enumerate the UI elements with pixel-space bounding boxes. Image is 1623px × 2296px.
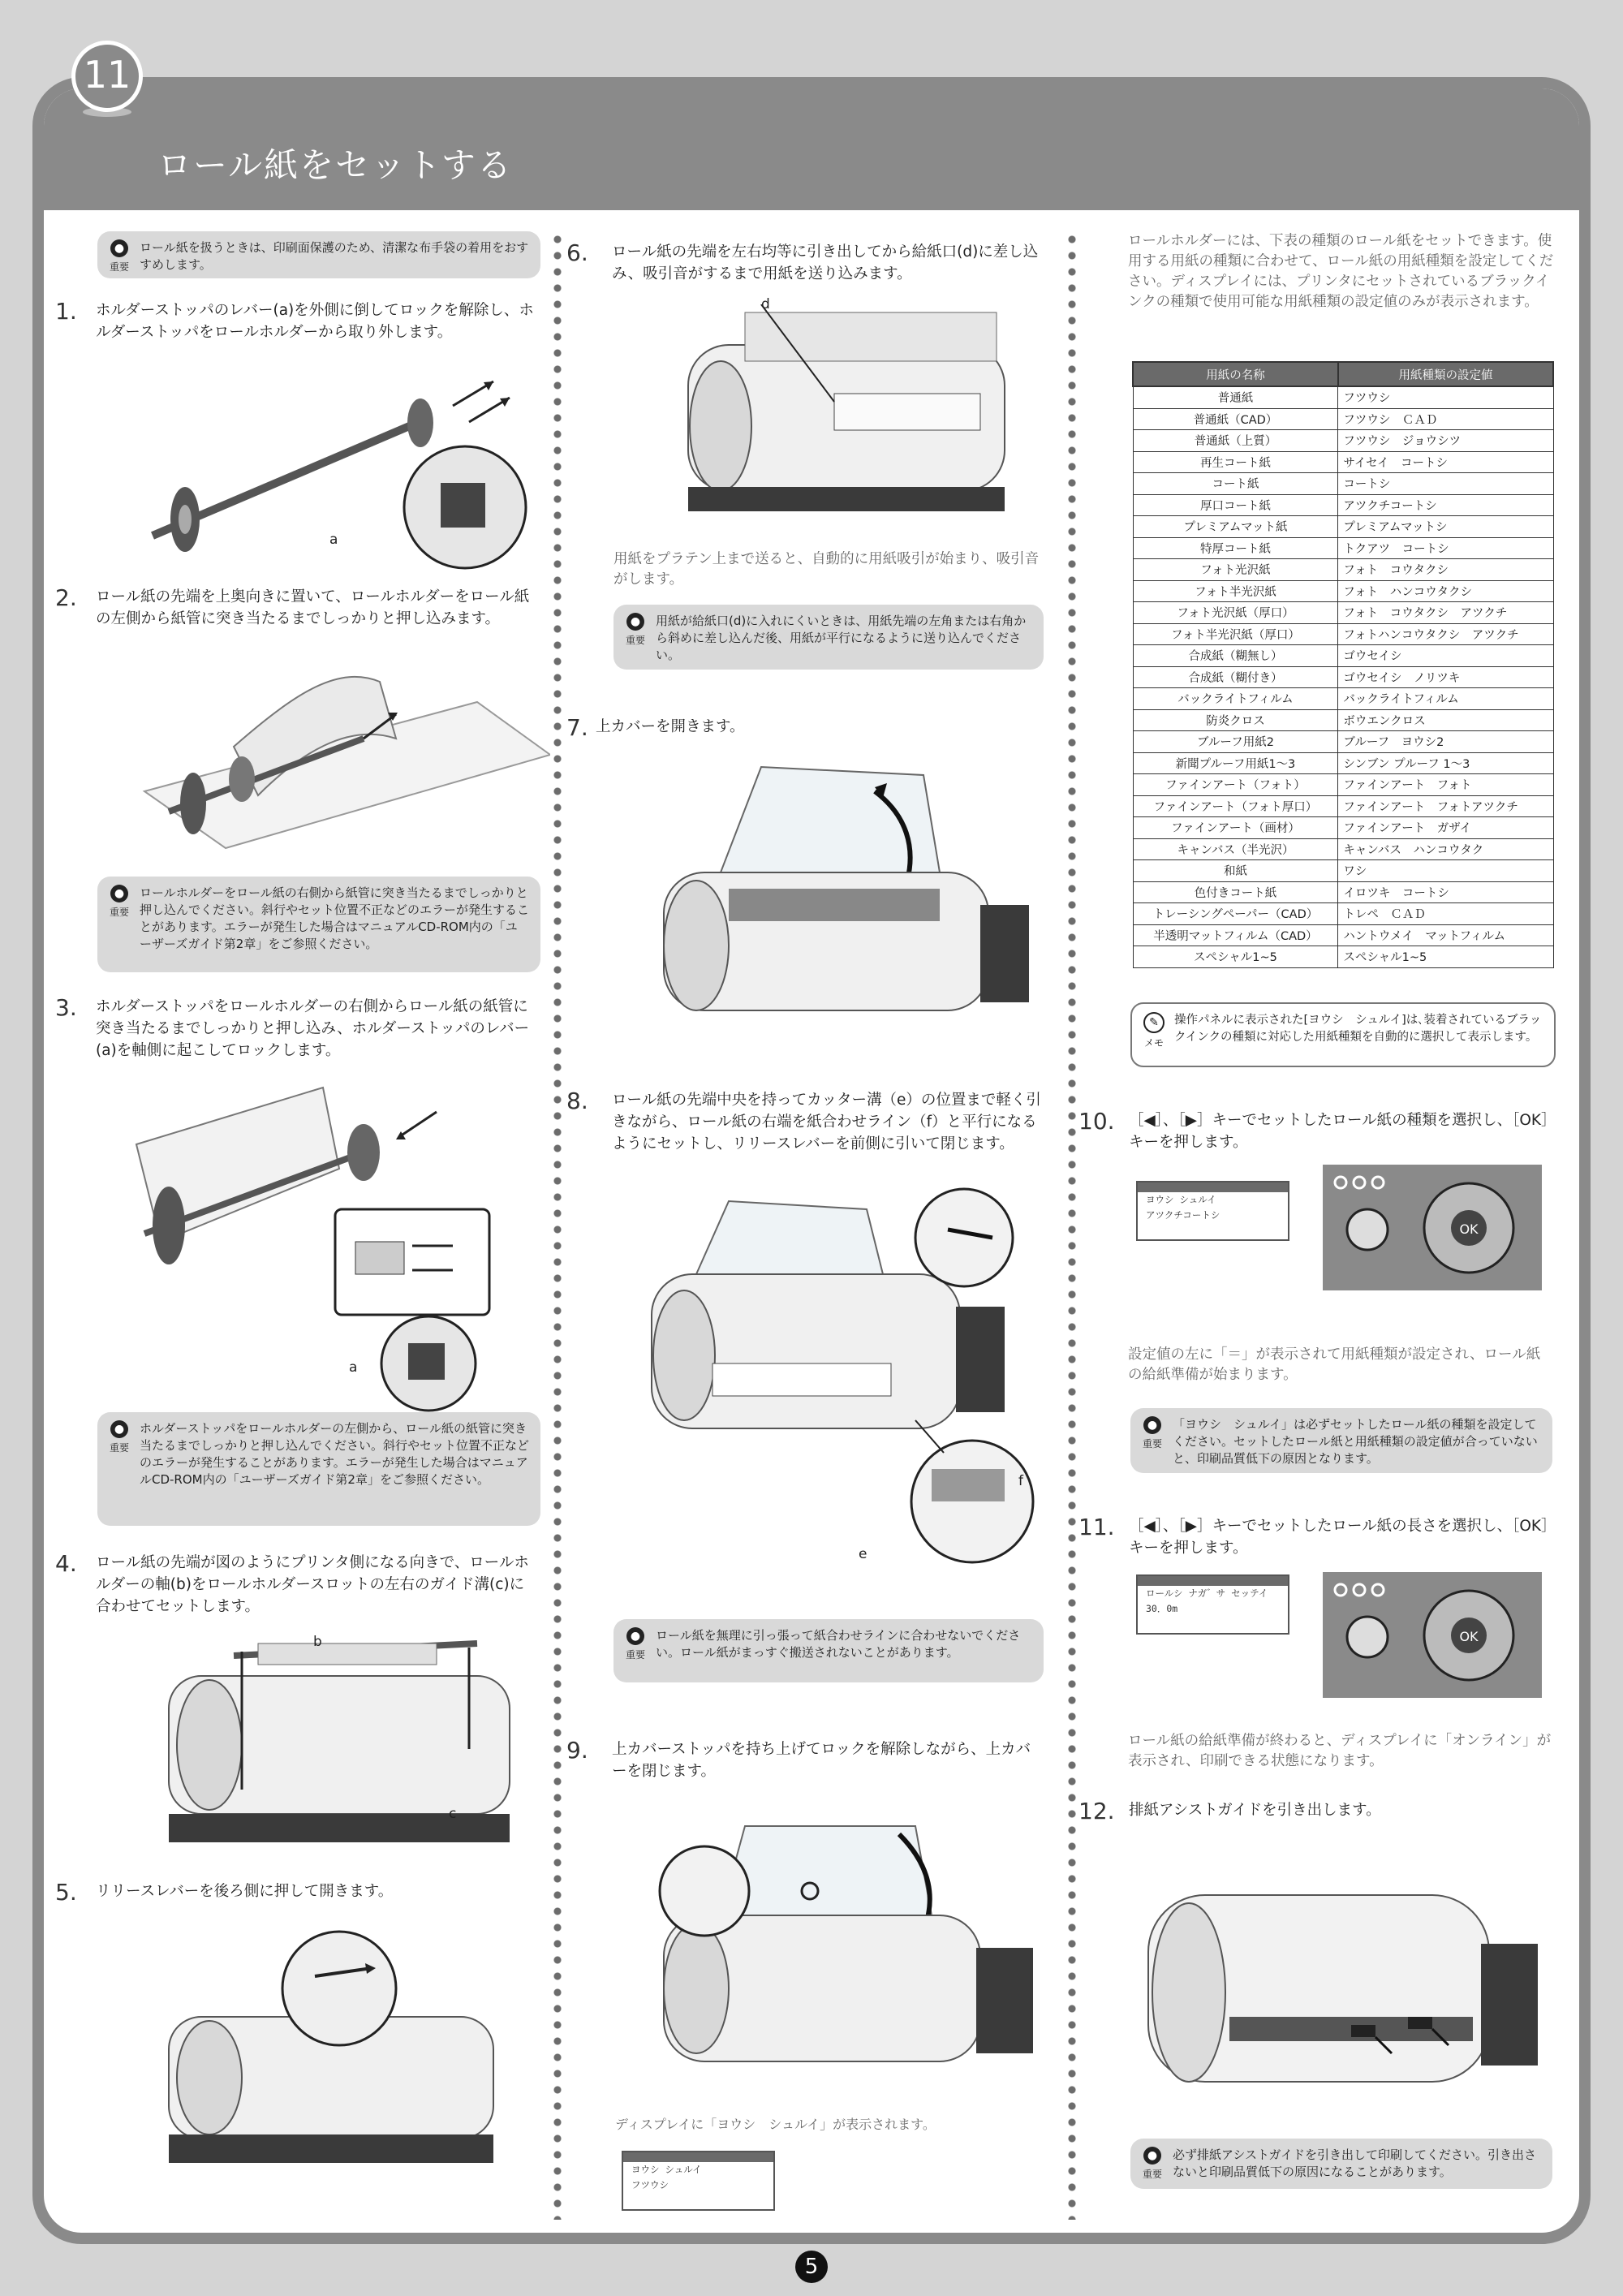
paper-name-cell: 半透明マットフィルム（CAD） bbox=[1133, 924, 1338, 946]
important-icon: ● 重要 bbox=[105, 1420, 133, 1457]
table-row bbox=[1133, 451, 1553, 473]
lcd-header-bar bbox=[1138, 1576, 1288, 1586]
important-icon: ● 重要 bbox=[105, 885, 133, 921]
paper-name-cell: 特厚コート紙 bbox=[1133, 537, 1338, 559]
paper-name-cell: 防炎クロス bbox=[1133, 709, 1338, 731]
table-row bbox=[1133, 881, 1553, 903]
paper-setting-cell: スペシャル1~5 bbox=[1338, 946, 1553, 968]
step-number: 1. bbox=[55, 298, 77, 325]
table-row bbox=[1133, 688, 1553, 710]
paper-alignment-illustration bbox=[648, 1185, 1045, 1566]
important-note bbox=[613, 1619, 1044, 1682]
holder-stopper-illustration bbox=[128, 1071, 550, 1412]
paper-name-cell: 普通紙（CAD） bbox=[1133, 408, 1338, 430]
paper-setting-cell: ファインアート フォトアツクチ bbox=[1338, 795, 1553, 817]
step-text: ロール紙の先端を左右均等に引き出してから給紙口(d)に差し込み、吸引音がするまで用紙を送り込みます。 bbox=[612, 243, 1039, 282]
note-text: ロール紙を扱うときは、印刷面保護のため、清潔な布手袋の着用をおすすめします。 bbox=[140, 240, 529, 272]
step-number: 3. bbox=[55, 994, 77, 1021]
table-header: 用紙種類の設定値 bbox=[1338, 362, 1553, 386]
label-c: c bbox=[449, 1806, 457, 1822]
step-text: リリースレバーを後ろ側に押して開きます。 bbox=[96, 1883, 394, 1900]
table-row bbox=[1133, 838, 1553, 860]
paper-name-cell: フォト光沢紙 bbox=[1133, 559, 1338, 581]
roll-paper-holder-illustration bbox=[136, 657, 550, 852]
table-row bbox=[1133, 494, 1553, 516]
table-row bbox=[1133, 860, 1553, 882]
lcd-line-1: ロールシ ナガ゛サ セッテイ bbox=[1146, 1587, 1268, 1599]
label-e: e bbox=[859, 1546, 867, 1562]
step-text: 上カバーを開きます。 bbox=[596, 718, 745, 735]
step6-info: 用紙をプラテン上まで送ると、自動的に用紙吸引が始まり、吸引音がします。 bbox=[613, 551, 1040, 588]
note-text: 用紙が給紙口(d)に入れにくいときは、用紙先端の左角または右角から斜めに差し込んだ後、用紙が平行になるように送り込んでください。 bbox=[656, 614, 1027, 662]
lcd-line-2: アツクチコートシ bbox=[1146, 1209, 1220, 1221]
paper-name-cell: スペシャル1~5 bbox=[1133, 946, 1338, 968]
lcd-line-1: ヨウシ シュルイ bbox=[1146, 1194, 1216, 1205]
paper-name-cell: キャンバス（半光沢） bbox=[1133, 838, 1338, 860]
step-text: ホルダーストッパのレバー(a)を外側に倒してロックを解除し、ホルダーストッパをロールホルダーから取り外します。 bbox=[96, 302, 534, 341]
table-row bbox=[1133, 559, 1553, 581]
step10-info: 設定値の左に「＝」が表示されて用紙種類が設定され、ロール紙の給紙準備が始まります。 bbox=[1128, 1346, 1541, 1383]
important-note bbox=[97, 1412, 540, 1526]
open-upper-cover-illustration bbox=[656, 759, 1037, 1027]
control-panel-illustration bbox=[1323, 1165, 1542, 1290]
important-icon: ● 重要 bbox=[1139, 2147, 1166, 2183]
label-a: a bbox=[329, 532, 338, 548]
paper-setting-cell: フツウシ ＣＡＤ bbox=[1338, 408, 1553, 430]
paper-setting-cell: ボウエンクロス bbox=[1338, 709, 1553, 731]
important-icon: ● 重要 bbox=[105, 239, 133, 276]
control-panel bbox=[1323, 1572, 1542, 1698]
page-title: ロール紙をセットする bbox=[157, 145, 513, 185]
paper-setting-cell: サイセイ コートシ bbox=[1338, 451, 1553, 473]
section-number-badge: 11 bbox=[71, 41, 143, 112]
paper-name-cell: 新聞プルーフ用紙1～3 bbox=[1133, 752, 1338, 774]
step-number: 4. bbox=[55, 1550, 77, 1577]
paper-setting-cell: トクアツ コートシ bbox=[1338, 537, 1553, 559]
paper-name-cell: 合成紙（糊付き） bbox=[1133, 666, 1338, 688]
label-b: b bbox=[313, 1634, 322, 1650]
output-guide-illustration bbox=[1140, 1863, 1546, 2114]
table-row bbox=[1133, 666, 1553, 688]
table-row bbox=[1133, 709, 1553, 731]
paper-name-cell: フォト半光沢紙 bbox=[1133, 580, 1338, 602]
important-note bbox=[1130, 2139, 1552, 2189]
paper-setting-cell: フォト ハンコウタクシ bbox=[1338, 580, 1553, 602]
paper-setting-cell: フォトハンコウタクシ アツクチ bbox=[1338, 623, 1553, 645]
label-a: a bbox=[349, 1359, 358, 1376]
ok-key-label: OK bbox=[1459, 1629, 1479, 1644]
close-upper-cover-illustration bbox=[656, 1818, 1045, 2086]
column-divider-2 bbox=[1068, 231, 1076, 2220]
step11-info: ロール紙の給紙準備が終わると、ディスプレイに「オンライン」が表示され、印刷できる状態になります。 bbox=[1128, 1733, 1552, 1769]
paper-name-cell: 合成紙（糊無し） bbox=[1133, 645, 1338, 667]
memo-note bbox=[1130, 1002, 1556, 1067]
paper-name-cell: フォト半光沢紙（厚口） bbox=[1133, 623, 1338, 645]
paper-setting-cell: シンブン プルーフ 1～3 bbox=[1338, 752, 1553, 774]
paper-setting-cell: イロツキ コートシ bbox=[1338, 881, 1553, 903]
table-row bbox=[1133, 731, 1553, 753]
step-text: ［◀］、［▶］キーでセットしたロール紙の長さを選択し、［OK］キーを押します。 bbox=[1129, 1518, 1549, 1557]
step-number: 7. bbox=[566, 714, 588, 741]
paper-type-table bbox=[1132, 361, 1554, 968]
important-note bbox=[97, 231, 540, 278]
important-note bbox=[613, 605, 1044, 670]
label-d: d bbox=[761, 296, 770, 312]
memo-text: 操作パネルに表示された[ヨウシ シュルイ]は､装着されているブラックインクの種類に対応した用紙種類を自動的に選択して表示します。 bbox=[1174, 1014, 1542, 1044]
note-text: ロール紙を無理に引っ張って紙合わせラインに合わせないでください。ロール紙がまっすぐ搬送されないことがあります。 bbox=[656, 1628, 1021, 1660]
paper-setting-cell: ブルーフ ヨウシ2 bbox=[1338, 731, 1553, 753]
lcd-line-2: フツウシ bbox=[631, 2179, 669, 2190]
important-note bbox=[97, 877, 540, 972]
table-row bbox=[1133, 774, 1553, 796]
table-row bbox=[1133, 752, 1553, 774]
paper-setting-cell: バックライトフィルム bbox=[1338, 688, 1553, 710]
step-number: 8. bbox=[566, 1088, 588, 1114]
paper-setting-cell: プレミアムマットシ bbox=[1338, 516, 1553, 538]
paper-type-intro: ロールホルダーには、下表の種類のロール紙をセットできます。使用する用紙の種類に合わせて、ロール紙の用紙種類を設定してください。ディスプレイには、プリンタにセットされているブラックインクの種類で使用可能な用紙種類の設定値のみが表示されます。 bbox=[1128, 233, 1554, 310]
paper-setting-cell: フォト コウタクシ bbox=[1338, 559, 1553, 581]
table-row bbox=[1133, 430, 1553, 452]
paper-name-cell: 普通紙 bbox=[1133, 386, 1338, 408]
paper-name-cell: トレーシングペーパー（CAD） bbox=[1133, 903, 1338, 925]
paper-name-cell: 色付きコート紙 bbox=[1133, 881, 1338, 903]
table-row bbox=[1133, 903, 1553, 925]
step-text: ロール紙の先端中央を持ってカッター溝（e）の位置まで軽く引きながら、ロール紙の右端を紙合わせライン（f）と平行になるようにセットし、リリースレバーを前側に引いて閉じます。 bbox=[612, 1092, 1041, 1152]
paper-name-cell: ファインアート（フォト） bbox=[1133, 774, 1338, 796]
step-number: 11. bbox=[1078, 1514, 1115, 1540]
step-number: 6. bbox=[566, 239, 588, 266]
table-row bbox=[1133, 602, 1553, 624]
note-text: 必ず排紙アシストガイドを引き出して印刷してください。引き出さないと印刷品質低下の原因になることがあります。 bbox=[1173, 2147, 1537, 2179]
paper-setting-cell: アツクチコートシ bbox=[1338, 494, 1553, 516]
table-row bbox=[1133, 623, 1553, 645]
paper-setting-cell: ゴウセイシ bbox=[1338, 645, 1553, 667]
table-row bbox=[1133, 386, 1553, 408]
table-row bbox=[1133, 924, 1553, 946]
lcd-display bbox=[622, 2151, 775, 2211]
important-icon: ● 重要 bbox=[622, 613, 649, 649]
step-text: ［◀］、［▶］キーでセットしたロール紙の種類を選択し、［OK］キーを押します。 bbox=[1129, 1112, 1549, 1151]
note-text: 「ヨウシ シュルイ」は必ずセットしたロール紙の種類を設定してください。セットしたロール紙と用紙種類の設定値が合っていないと、印刷品質低下の原因となります。 bbox=[1173, 1417, 1538, 1466]
paper-name-cell: 和紙 bbox=[1133, 860, 1338, 882]
paper-name-cell: コート紙 bbox=[1133, 473, 1338, 495]
lcd-display bbox=[1136, 1574, 1289, 1635]
table-row bbox=[1133, 516, 1553, 538]
paper-setting-cell: ハントウメイ マットフィルム bbox=[1338, 924, 1553, 946]
lcd-header-bar bbox=[1138, 1182, 1288, 1192]
paper-setting-cell: キャンバス ハンコウタク bbox=[1338, 838, 1553, 860]
important-icon: ● 重要 bbox=[1139, 1416, 1166, 1453]
table-row bbox=[1133, 645, 1553, 667]
paper-setting-cell: ゴウセイシ ノリツキ bbox=[1338, 666, 1553, 688]
section-header bbox=[44, 88, 1579, 210]
paper-setting-cell: フツウシ ジョウシツ bbox=[1338, 430, 1553, 452]
step-number: 12. bbox=[1078, 1798, 1115, 1824]
paper-setting-cell: コートシ bbox=[1338, 473, 1553, 495]
lcd-display bbox=[1136, 1181, 1289, 1241]
paper-name-cell: ファインアート（画材） bbox=[1133, 817, 1338, 839]
step-number: 5. bbox=[55, 1879, 77, 1906]
paper-feed-illustration bbox=[672, 304, 1021, 523]
paper-name-cell: 再生コート紙 bbox=[1133, 451, 1338, 473]
step-text: 上カバーストッパを持ち上げてロックを解除しながら、上カバーを閉じます。 bbox=[612, 1741, 1031, 1780]
roll-holder-illustration bbox=[136, 353, 558, 572]
step-number: 9. bbox=[566, 1737, 588, 1764]
label-f: f bbox=[1018, 1473, 1023, 1489]
paper-setting-cell: フォト コウタクシ アツクチ bbox=[1338, 602, 1553, 624]
paper-setting-cell: トレペ ＣＡＤ bbox=[1338, 903, 1553, 925]
memo-icon: ✎ メモ bbox=[1140, 1012, 1168, 1052]
step9-info: ディスプレイに「ヨウシ シュルイ」が表示されます。 bbox=[615, 2117, 936, 2132]
paper-name-cell: プレミアムマット紙 bbox=[1133, 516, 1338, 538]
paper-name-cell: 厚口コート紙 bbox=[1133, 494, 1338, 516]
step-text: ロール紙の先端が図のようにプリンタ側になる向きで、ロールホルダーの軸(b)をロールホルダースロットの左右のガイド溝(c)に合わせてセットします。 bbox=[96, 1554, 529, 1615]
control-panel bbox=[1323, 1165, 1542, 1290]
table-row bbox=[1133, 946, 1553, 968]
paper-name-cell: フォト光沢紙（厚口） bbox=[1133, 602, 1338, 624]
lcd-line-2: 30．0m bbox=[1146, 1603, 1178, 1614]
table-header: 用紙の名称 bbox=[1133, 362, 1338, 386]
step-text: 排紙アシストガイドを引き出します。 bbox=[1129, 1802, 1381, 1819]
paper-name-cell: 普通紙（上質） bbox=[1133, 430, 1338, 452]
important-note bbox=[1130, 1408, 1552, 1473]
paper-setting-cell: ファインアート ガザイ bbox=[1338, 817, 1553, 839]
step-number: 2. bbox=[55, 584, 77, 611]
note-text: ロールホルダーをロール紙の右側から紙管に突き当たるまでしっかりと押し込んでください。斜行やセット位置不正などのエラーが発生することがあります。エラーが発生した場合はマニュアルCD-ROM内の「ユーザーズガイド第2章」をご参照ください。 bbox=[140, 885, 530, 951]
important-icon: ● 重要 bbox=[622, 1627, 649, 1664]
paper-setting-cell: ワシ bbox=[1338, 860, 1553, 882]
paper-name-cell: ブルーフ用紙2 bbox=[1133, 731, 1338, 753]
paper-setting-cell: ファインアート フォト bbox=[1338, 774, 1553, 796]
control-panel-illustration bbox=[1323, 1572, 1542, 1698]
table-row bbox=[1133, 795, 1553, 817]
table-row bbox=[1133, 580, 1553, 602]
lcd-line-1: ヨウシ シュルイ bbox=[631, 2164, 702, 2175]
table-row bbox=[1133, 537, 1553, 559]
step-text: ロール紙の先端を上奥向きに置いて、ロールホルダーをロール紙の左側から紙管に突き当たるまでしっかりと押し込みます。 bbox=[96, 588, 530, 627]
paper-name-cell: バックライトフィルム bbox=[1133, 688, 1338, 710]
ok-key-label: OK bbox=[1459, 1221, 1479, 1237]
paper-setting-cell: フツウシ bbox=[1338, 386, 1553, 408]
table-row bbox=[1133, 817, 1553, 839]
paper-name-cell: ファインアート（フォト厚口） bbox=[1133, 795, 1338, 817]
page-number: 5 bbox=[795, 2251, 828, 2283]
release-lever-illustration bbox=[161, 1928, 534, 2171]
step-text: ホルダーストッパをロールホルダーの右側からロール紙の紙管に突き当たるまでしっかりと押し込み、ホルダーストッパのレバー(a)を軸側に起こしてロックします。 bbox=[96, 998, 530, 1059]
lcd-header-bar bbox=[623, 2152, 773, 2162]
printer-roll-slot-illustration bbox=[161, 1627, 542, 1854]
note-text: ホルダーストッパをロールホルダーの左側から、ロール紙の紙管に突き当たるまでしっかりと押し込んでください。斜行やセット位置不正などのエラーが発生することがあります。エラーが発生した場合はマニュアルCD-ROM内の「ユーザーズガイド第2章」をご参照ください。 bbox=[140, 1421, 530, 1487]
step-number: 10. bbox=[1078, 1108, 1115, 1135]
table-row bbox=[1133, 473, 1553, 495]
table-body bbox=[1133, 386, 1553, 967]
table-row bbox=[1133, 408, 1553, 430]
